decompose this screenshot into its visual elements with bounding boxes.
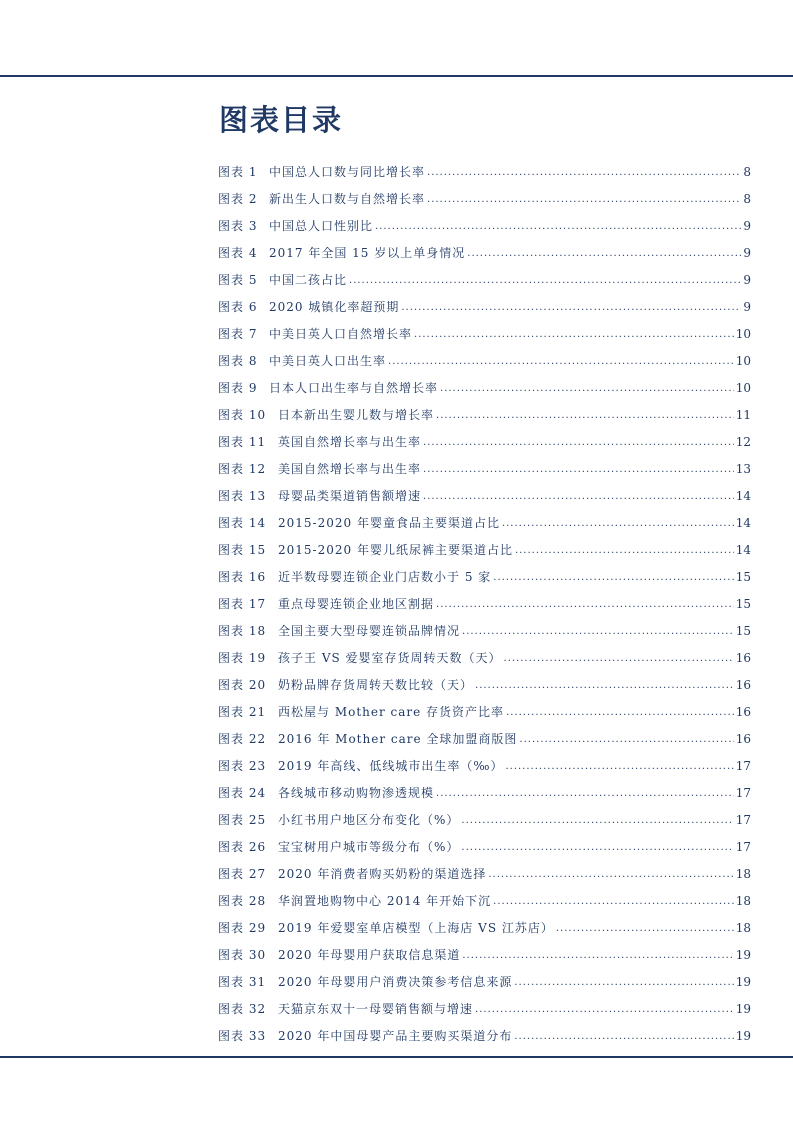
toc-leader-dots	[502, 518, 734, 529]
toc-entry-label: 图表 20	[218, 678, 267, 692]
toc-entry-page: 18	[735, 893, 751, 908]
toc-entry-page: 19	[735, 947, 751, 962]
toc-entry-label: 图表 11	[218, 435, 267, 449]
toc-entry-title: 中国总人口数与同比增长率	[269, 165, 426, 179]
toc-leader-dots	[493, 896, 734, 907]
toc-entry-page: 10	[735, 380, 751, 395]
toc-entry-page: 10	[735, 326, 751, 341]
toc-leader-dots	[423, 437, 734, 448]
toc-leader-dots	[436, 410, 734, 421]
toc-entry-title: 2016 年 Mother care 全球加盟商版图	[278, 732, 518, 746]
toc-entry-page: 14	[735, 515, 751, 530]
toc-entry-title: 2019 年高线、低线城市出生率（‰）	[278, 759, 504, 773]
toc-entry[interactable]	[218, 347, 751, 374]
toc-entry-label: 图表 3	[218, 219, 258, 233]
toc-entry-label: 图表 29	[218, 921, 267, 935]
toc-entry-page: 9	[743, 245, 751, 260]
toc-leader-dots	[515, 545, 734, 556]
toc-entry[interactable]	[218, 320, 751, 347]
footer-rule	[0, 1056, 793, 1058]
toc-entry[interactable]	[218, 185, 751, 212]
toc-entry-page: 16	[735, 731, 751, 746]
toc-entry[interactable]	[218, 941, 751, 968]
toc-leader-dots	[388, 356, 734, 367]
toc-entry-label: 图表 14	[218, 516, 267, 530]
toc-entry-title: 2020 年母婴用户消费决策参考信息来源	[278, 975, 513, 989]
page-title: 图表目录	[219, 103, 344, 137]
toc-entry-title: 新出生人口数与自然增长率	[269, 192, 426, 206]
toc-entry-page: 19	[735, 1028, 751, 1043]
toc-entry-label: 图表 22	[218, 732, 267, 746]
toc-entry[interactable]	[218, 374, 751, 401]
toc-entry[interactable]	[218, 671, 751, 698]
toc-leader-dots	[519, 734, 733, 745]
toc-entry[interactable]	[218, 833, 751, 860]
toc-entry-title: 重点母婴连锁企业地区割据	[278, 597, 435, 611]
toc-leader-dots	[488, 869, 733, 880]
toc-leader-dots	[423, 464, 734, 475]
toc-leader-dots	[427, 167, 741, 178]
toc-entry[interactable]	[218, 482, 751, 509]
toc-entry-title: 2015-2020 年婴儿纸尿裤主要渠道占比	[278, 543, 513, 557]
toc-entry[interactable]	[218, 401, 751, 428]
toc-entry-label: 图表 7	[218, 327, 258, 341]
toc-entry-page: 16	[735, 704, 751, 719]
toc-entry[interactable]	[218, 158, 751, 185]
toc-entry-label: 图表 26	[218, 840, 267, 854]
toc-entry-page: 17	[735, 812, 751, 827]
toc-leader-dots	[467, 248, 741, 259]
toc-entry[interactable]	[218, 1022, 751, 1049]
toc-entry[interactable]	[218, 239, 751, 266]
toc-entry-title: 2020 城镇化率超预期	[269, 300, 400, 314]
toc-entry[interactable]	[218, 617, 751, 644]
toc-leader-dots	[461, 815, 733, 826]
toc-entry-label: 图表 13	[218, 489, 267, 503]
toc-entry-label: 图表 19	[218, 651, 267, 665]
toc-leader-dots	[475, 1004, 734, 1015]
toc-leader-dots	[440, 383, 734, 394]
toc-entry-page: 8	[743, 191, 751, 206]
toc-leader-dots	[475, 680, 734, 691]
toc-entry-title: 奶粉品牌存货周转天数比较（天）	[278, 678, 474, 692]
toc-entry-title: 2020 年中国母婴产品主要购买渠道分布	[278, 1029, 513, 1043]
toc-entry[interactable]	[218, 752, 751, 779]
toc-entry-title: 西松屋与 Mother care 存货资产比率	[278, 705, 505, 719]
toc-entry[interactable]	[218, 725, 751, 752]
toc-entry-title: 日本新出生婴儿数与增长率	[278, 408, 435, 422]
toc-leader-dots	[514, 977, 733, 988]
toc-entry-label: 图表 2	[218, 192, 258, 206]
toc-entry-page: 19	[735, 1001, 751, 1016]
toc-entry-title: 母婴品类渠道销售额增速	[278, 489, 422, 503]
toc-entry-page: 17	[735, 758, 751, 773]
toc-leader-dots	[462, 626, 734, 637]
toc-entry-page: 10	[735, 353, 751, 368]
toc-leader-dots	[505, 761, 733, 772]
toc-entry[interactable]	[218, 590, 751, 617]
toc-entry-title: 中国二孩占比	[269, 273, 348, 287]
toc-entry[interactable]	[218, 212, 751, 239]
toc-entry-page: 9	[743, 272, 751, 287]
toc-entry-label: 图表 1	[218, 165, 258, 179]
toc-entry[interactable]	[218, 806, 751, 833]
toc-entry-title: 华润置地购物中心 2014 年开始下沉	[278, 894, 492, 908]
toc-entry[interactable]	[218, 428, 751, 455]
toc-entry-label: 图表 15	[218, 543, 267, 557]
toc-entry-title: 2020 年母婴用户获取信息渠道	[278, 948, 461, 962]
toc-leader-dots	[427, 194, 741, 205]
toc-entry-title: 天猫京东双十一母婴销售额与增速	[278, 1002, 474, 1016]
toc-entry-label: 图表 28	[218, 894, 267, 908]
toc-entry-page: 12	[735, 434, 751, 449]
toc-entry-page: 18	[735, 920, 751, 935]
toc-leader-dots	[493, 572, 733, 583]
toc-entry[interactable]	[218, 860, 751, 887]
toc-entry[interactable]	[218, 968, 751, 995]
toc-entry-label: 图表 9	[218, 381, 258, 395]
toc-entry-title: 中美日英人口出生率	[269, 354, 387, 368]
toc-entry-title: 英国自然增长率与出生率	[278, 435, 422, 449]
toc-entry-page: 19	[735, 974, 751, 989]
toc-entry-label: 图表 32	[218, 1002, 267, 1016]
header-rule	[0, 75, 793, 77]
toc-entry-page: 16	[735, 677, 751, 692]
toc-entry[interactable]	[218, 887, 751, 914]
toc-entry[interactable]	[218, 536, 751, 563]
toc-entry-label: 图表 4	[218, 246, 258, 260]
toc-entry-title: 小红书用户地区分布变化（%）	[278, 813, 460, 827]
toc-entry[interactable]	[218, 293, 751, 320]
toc-entry-page: 17	[735, 839, 751, 854]
toc-entry-title: 2019 年爱婴室单店模型（上海店 VS 江苏店）	[278, 921, 554, 935]
toc-entry-label: 图表 25	[218, 813, 267, 827]
toc-entry-label: 图表 21	[218, 705, 267, 719]
toc-leader-dots	[514, 1031, 733, 1042]
toc-entry-label: 图表 24	[218, 786, 267, 800]
toc-entry-title: 日本人口出生率与自然增长率	[269, 381, 439, 395]
toc-entry-label: 图表 18	[218, 624, 267, 638]
toc-entry-label: 图表 12	[218, 462, 267, 476]
toc-entry-page: 11	[735, 407, 751, 422]
toc-entry-page: 18	[735, 866, 751, 881]
toc-entry-label: 图表 30	[218, 948, 267, 962]
toc-entry-label: 图表 27	[218, 867, 267, 881]
toc-entry-page: 14	[735, 542, 751, 557]
toc-entry-label: 图表 17	[218, 597, 267, 611]
toc-entry-label: 图表 5	[218, 273, 258, 287]
toc-leader-dots	[506, 707, 734, 718]
toc-entry-page: 15	[735, 596, 751, 611]
toc-entry-page: 9	[743, 299, 751, 314]
toc-entry-page: 16	[735, 650, 751, 665]
toc-entry-title: 全国主要大型母婴连锁品牌情况	[278, 624, 461, 638]
toc-leader-dots	[436, 788, 734, 799]
toc-entry-title: 近半数母婴连锁企业门店数小于 5 家	[278, 570, 492, 584]
toc-entry-title: 各线城市移动购物渗透规模	[278, 786, 435, 800]
toc-entry-title: 宝宝树用户城市等级分布（%）	[278, 840, 460, 854]
toc-entry[interactable]	[218, 995, 751, 1022]
toc-entry-title: 美国自然增长率与出生率	[278, 462, 422, 476]
toc-entry-label: 图表 33	[218, 1029, 267, 1043]
toc-entry-title: 中国总人口性别比	[269, 219, 374, 233]
toc-entry[interactable]	[218, 509, 751, 536]
toc-leader-dots	[349, 275, 741, 286]
toc-entry-label: 图表 31	[218, 975, 267, 989]
toc-leader-dots	[414, 329, 734, 340]
toc-leader-dots	[462, 950, 733, 961]
toc-entry-page: 15	[735, 623, 751, 638]
toc-entry-title: 2015-2020 年婴童食品主要渠道占比	[278, 516, 500, 530]
toc-entry[interactable]	[218, 266, 751, 293]
toc-entry[interactable]	[218, 779, 751, 806]
toc-leader-dots	[436, 599, 734, 610]
toc-entry[interactable]	[218, 644, 751, 671]
toc-leader-dots	[423, 491, 734, 502]
toc-entry-page: 14	[735, 488, 751, 503]
toc-entry-page: 8	[743, 164, 751, 179]
toc-entry-title: 2017 年全国 15 岁以上单身情况	[269, 246, 466, 260]
toc-leader-dots	[461, 842, 733, 853]
table-of-figures	[218, 158, 751, 1049]
toc-entry-title: 2020 年消费者购买奶粉的渠道选择	[278, 867, 487, 881]
toc-entry-label: 图表 10	[218, 408, 267, 422]
toc-leader-dots	[375, 221, 741, 232]
toc-leader-dots	[556, 923, 734, 934]
toc-entry-label: 图表 16	[218, 570, 267, 584]
toc-entry[interactable]	[218, 914, 751, 941]
toc-entry-title: 孩子王 VS 爱婴室存货周转天数（天）	[278, 651, 502, 665]
toc-entry-page: 9	[743, 218, 751, 233]
toc-entry-label: 图表 8	[218, 354, 258, 368]
toc-entry[interactable]	[218, 563, 751, 590]
toc-entry[interactable]	[218, 455, 751, 482]
toc-entry-title: 中美日英人口自然增长率	[269, 327, 413, 341]
toc-entry-label: 图表 23	[218, 759, 267, 773]
toc-entry-page: 15	[735, 569, 751, 584]
toc-leader-dots	[401, 302, 741, 313]
toc-entry[interactable]	[218, 698, 751, 725]
toc-entry-page: 13	[735, 461, 751, 476]
toc-leader-dots	[504, 653, 734, 664]
toc-entry-label: 图表 6	[218, 300, 258, 314]
toc-entry-page: 17	[735, 785, 751, 800]
